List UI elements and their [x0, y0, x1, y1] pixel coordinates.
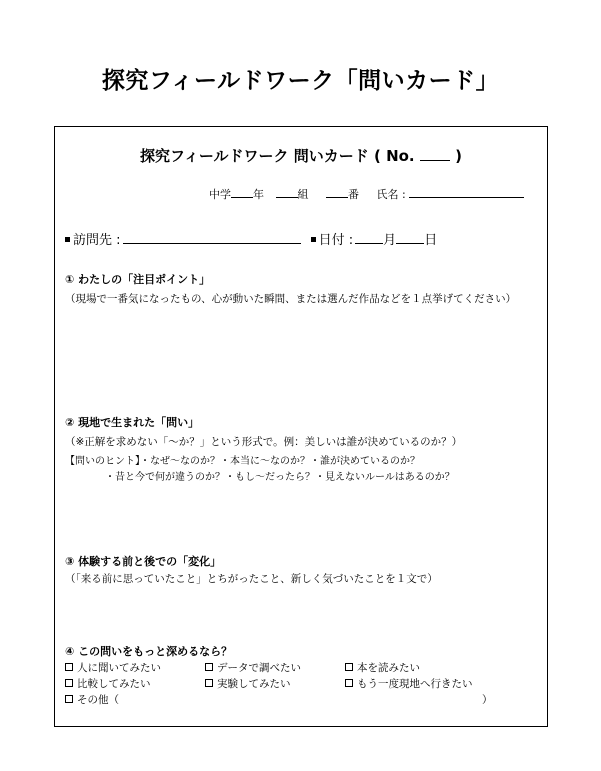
section2-answer-area[interactable]	[65, 487, 539, 552]
student-info-row	[209, 185, 524, 202]
option-ask-people[interactable]	[65, 660, 161, 675]
section2-hint-line2: ・昔と今で何が違うのか？・もし〜だったら？・見えないルールはあるのか？	[105, 472, 455, 483]
option-label: 人に聞いてみたい	[77, 662, 161, 674]
option-label: 比較してみたい	[77, 678, 151, 690]
day-field[interactable]	[396, 231, 424, 244]
checkbox-icon[interactable]	[345, 663, 353, 671]
option-label: 本を読みたい	[357, 662, 420, 674]
date-label: 日付 :	[318, 233, 354, 248]
option-other[interactable]	[65, 692, 119, 707]
section3-note: （「来る前に思っていたこと」とちがったこと、新しく気づいたことを１文で）	[65, 573, 438, 585]
option-research-data[interactable]	[205, 660, 301, 675]
card-title-prefix: 探究フィールドワーク 問いカード ( No.	[140, 147, 420, 165]
grade-prefix: 中学	[209, 188, 231, 201]
month-field[interactable]	[355, 231, 383, 244]
checkbox-icon[interactable]	[205, 663, 213, 671]
number-field[interactable]	[326, 185, 348, 198]
option-label: もう一度現地へ行きたい	[357, 678, 473, 690]
number-label: 番	[348, 188, 359, 201]
visit-date-row	[65, 229, 437, 248]
bullet-square-icon	[65, 237, 70, 242]
other-close: ）	[482, 694, 493, 706]
day-label: 日	[424, 233, 438, 248]
card-number-field[interactable]	[420, 147, 450, 161]
checkbox-icon[interactable]	[65, 663, 73, 671]
question-card	[54, 126, 548, 727]
section4-heading: ④ この問いをもっと深めるなら？	[65, 645, 233, 658]
option-label: データで調べたい	[217, 662, 301, 674]
page-title: 探究フィールドワーク「問いカード」	[101, 68, 500, 94]
visit-field[interactable]	[123, 231, 301, 244]
option-read-books[interactable]	[345, 660, 420, 675]
card-title	[55, 145, 547, 166]
name-label: 氏名 :	[376, 188, 406, 201]
section1-heading: ① わたしの「注目ポイント」	[65, 273, 211, 286]
section1-note: （現場で一番気になったもの、心が動いた瞬間、または選んだ作品などを１点挙げてください）	[65, 293, 517, 305]
checkbox-icon[interactable]	[205, 679, 213, 687]
section3-heading: ③ 体験する前と後での「変化」	[65, 555, 222, 568]
grade-label: 年	[253, 188, 264, 201]
section2-hint-line1: 【問いのヒント】・なぜ〜なのか？・本当に〜なのか？・誰が決めているのか？	[65, 456, 420, 467]
section1-answer-area[interactable]	[65, 332, 539, 412]
section3-answer-area[interactable]	[65, 592, 539, 637]
section2-note: （※正解を求めない「〜か？」という形式で。例：美しいは誰が決めているのか？）	[65, 436, 463, 448]
class-field[interactable]	[276, 185, 298, 198]
checkbox-icon[interactable]	[65, 695, 73, 703]
card-title-suffix: )	[449, 147, 462, 165]
name-field[interactable]	[409, 185, 524, 198]
option-label: 実験してみたい	[217, 678, 291, 690]
section2-heading: ② 現地で生まれた「問い」	[65, 416, 200, 429]
checkbox-icon[interactable]	[65, 679, 73, 687]
month-label: 月	[383, 233, 397, 248]
other-label: その他（	[77, 694, 119, 706]
grade-field[interactable]	[231, 185, 253, 198]
visit-label: 訪問先 :	[73, 233, 121, 248]
class-label: 組	[297, 188, 309, 201]
bullet-square-icon	[311, 237, 316, 242]
checkbox-icon[interactable]	[345, 679, 353, 687]
other-field[interactable]	[135, 689, 475, 705]
